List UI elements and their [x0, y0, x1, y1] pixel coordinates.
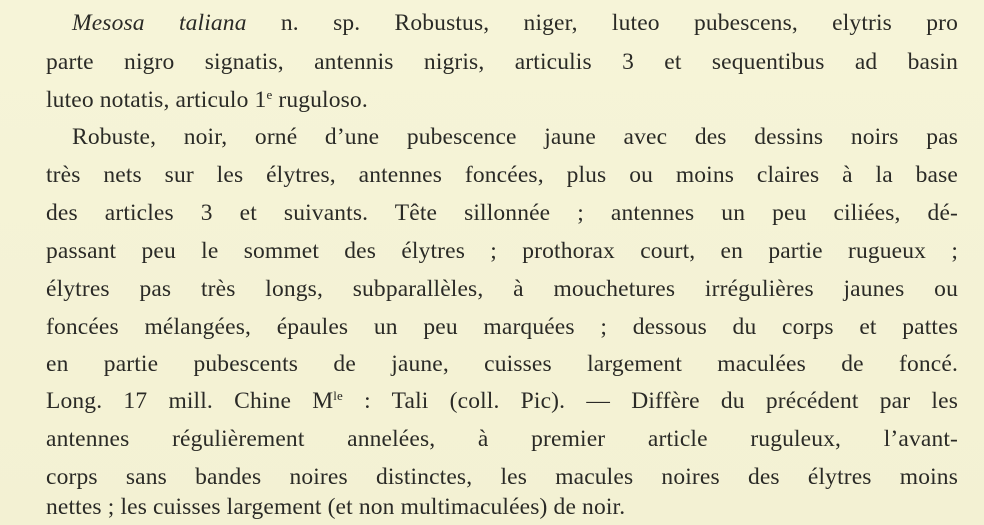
text-line: élytres pas très longs, subparallèles, à mouchetures irrégulières jaunes ou — [46, 276, 958, 302]
text-line: nettes ; les cuisses largement (et non multimaculées) de noir. — [46, 494, 626, 520]
text-fragment: luteo notatis, articulo 1 — [46, 87, 267, 113]
text-fragment: n. sp. Robustus, niger, luteo pubescens, elytris pro — [246, 10, 958, 36]
text-line: foncées mélangées, épaules un peu marquées ; dessous du corps et pattes — [46, 314, 958, 340]
text-line: très nets sur les élytres, antennes foncées, plus ou moins claires à la base — [46, 162, 958, 188]
text-line: en partie pubescents de jaune, cuisses largement maculées de foncé. — [46, 351, 958, 377]
text-line: des articles 3 et suivants. Tête sillonnée ; antennes un peu ciliées, dé- — [46, 200, 958, 226]
text-fragment: Long. 17 mill. Chine M — [46, 388, 334, 414]
text-fragment: ruguloso. — [272, 87, 368, 113]
text-line — [46, 383, 958, 419]
text-line: passant peu le sommet des élytres ; prothorax court, en partie rugueux ; — [46, 238, 958, 264]
superscript: le — [333, 388, 343, 403]
text-line — [46, 82, 958, 118]
text-line: antennes régulièrement annelées, à premier article ruguleux, l’avant- — [46, 426, 958, 452]
species-name: Mesosa taliana — [72, 10, 247, 36]
text-line: parte nigro signatis, antennis nigris, articulis 3 et sequentibus ad basin — [46, 49, 958, 75]
text-line: corps sans bandes noires distinctes, les macules noires des élytres moins — [46, 464, 958, 490]
text-line: Robuste, noir, orné d’une pubescence jaune avec des dessins noirs pas — [72, 124, 958, 150]
text-fragment: : Tali (coll. Pic). — Diffère du précédent par les — [342, 388, 958, 414]
text-line — [72, 5, 958, 41]
superscript: e — [266, 87, 273, 102]
